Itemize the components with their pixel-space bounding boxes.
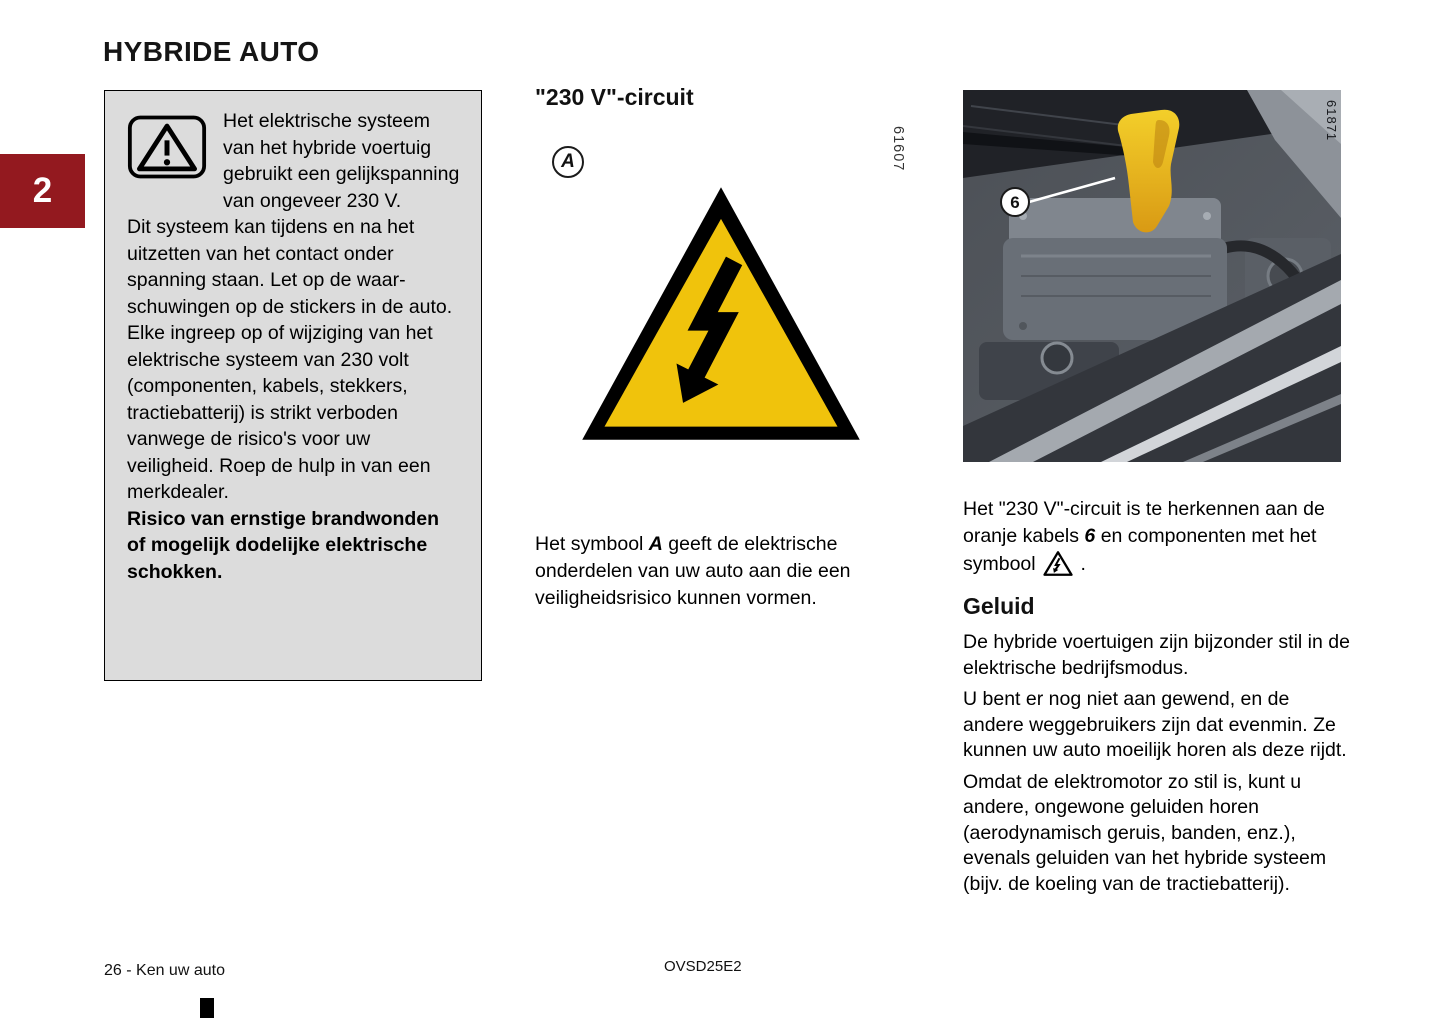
caption-symbol-a: A (648, 532, 663, 555)
sound-paragraph-1: De hybride voertuigen zijn bijzonder stil in de elektrische bedrijfsmodus. (963, 631, 1350, 679)
sound-heading: Geluid (963, 593, 1035, 619)
photo-caption-callout: 6 (1084, 524, 1096, 547)
warning-triangle-icon (127, 114, 207, 180)
caption-text-post: geeft de elektrische onderdelen van uw auto aan die een veiligheidsrisico kunnen vormen. (535, 532, 851, 609)
photo-caption-part2: en componenten met het symbool (963, 524, 1317, 575)
sound-paragraphs (963, 630, 1353, 903)
photo-code: 61871 (1324, 100, 1339, 142)
circuit-heading: "230 V"-circuit (535, 84, 694, 110)
photo-caption-end: . (1075, 552, 1086, 575)
warning-paragraph-2: Dit systeem kan tijdens en na het uitzetten van het contact onder spanning staan. Let op de waarschuwingen op de stickers in de auto. (127, 216, 453, 318)
warning-box (104, 90, 482, 681)
caption-text-pre: Het symbool (535, 532, 649, 555)
warning-paragraph-1: Het elektrische systeem van het hybride voertuig gebruikt een gelijkspanning van ongeveer 230 V. (223, 110, 460, 212)
high-voltage-triangle-icon (577, 182, 865, 445)
page-edge-mark (200, 998, 214, 1018)
footer-page-label: 26 - Ken uw auto (104, 962, 225, 979)
photo-caption-part1: Het "230 V"-circuit is te herkennen aan de oranje kabels (963, 497, 1325, 547)
engine-bay-photo (963, 90, 1341, 462)
sound-paragraph-2: U bent er nog niet aan gewend, en de andere weggebruikers zijn dat evenmin. Ze kunnen uw auto moeilijk horen als deze rijdt. (963, 688, 1347, 761)
small-high-voltage-icon (1043, 550, 1073, 577)
figure-label-a: A (552, 146, 584, 178)
photo-caption (963, 496, 1355, 578)
circuit-caption (535, 531, 907, 612)
chapter-tab: 2 (0, 154, 85, 228)
sound-paragraph-3: Omdat de elektromotor zo stil is, kunt u andere, ongewone geluiden horen (aerodynamisch geruis, banden, enz.), evenals geluiden van het hybride systeem (bijv. de koeling van de tractiebatterij). (963, 770, 1327, 895)
warning-paragraph-risk: Risico van ernstige brandwonden of mogelijk dodelijke elektrische schokken. (127, 507, 440, 583)
warning-paragraph-3: Elke ingreep op of wijziging van het elektrische systeem van 230 volt (componenten, kabels, stekkers, tractiebatterij) is strikt verboden vanwege de risico's voor uw veiligheid. Roep de hulp in van een merkdealer. (127, 322, 433, 503)
callout-6-number: 6 (1010, 193, 1020, 212)
figure-code: 61607 (890, 126, 906, 172)
page-title: HYBRIDE AUTO (103, 36, 320, 67)
document-code: OVSD25E2 (664, 958, 742, 975)
